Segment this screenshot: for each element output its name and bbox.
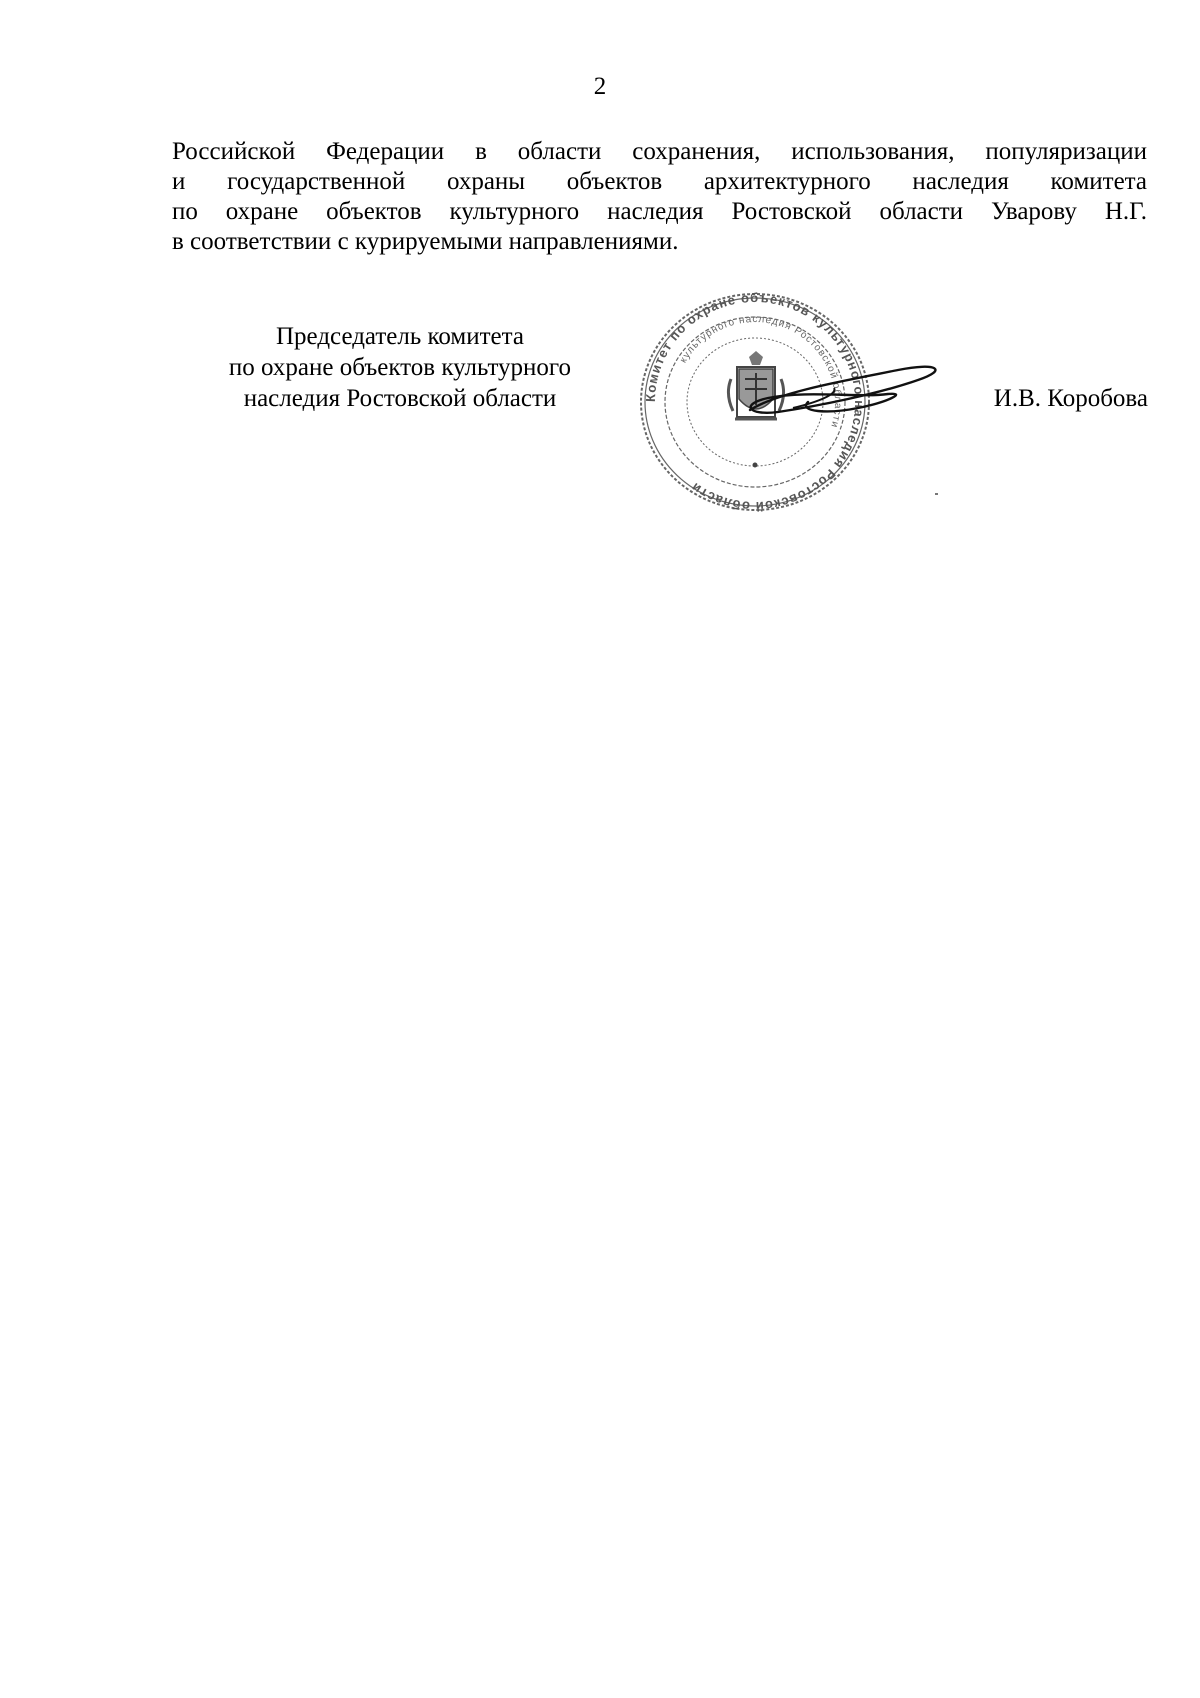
body-line: по охране объектов культурного наследия Ростовской области Уварову Н.Г. — [172, 198, 1147, 225]
body-line: и государственной охраны объектов архитектурного наследия комитета — [172, 168, 1147, 195]
scan-speck — [935, 493, 938, 495]
body-paragraph — [172, 137, 1147, 257]
signer-name: И.В. Коробова — [993, 385, 1148, 412]
body-line: Российской Федерации в области сохранения, использования, популяризации — [172, 138, 1147, 165]
seal-inner-text: культурного наследия Ростовской области — [677, 313, 844, 430]
handwritten-signature — [738, 362, 948, 430]
body-line: в соответствии с курируемыми направлениями. — [172, 228, 679, 255]
signer-position-line: наследия Ростовской области — [243, 385, 557, 412]
signer-position-line: по охране объектов культурного — [228, 354, 572, 381]
signer-position-line: Председатель комитета — [276, 323, 524, 350]
seal-outer-text: Комитет по охране объектов культурного наследия Ростовской области — [642, 289, 868, 515]
page-number: 2 — [593, 73, 607, 100]
signer-position — [195, 321, 605, 414]
